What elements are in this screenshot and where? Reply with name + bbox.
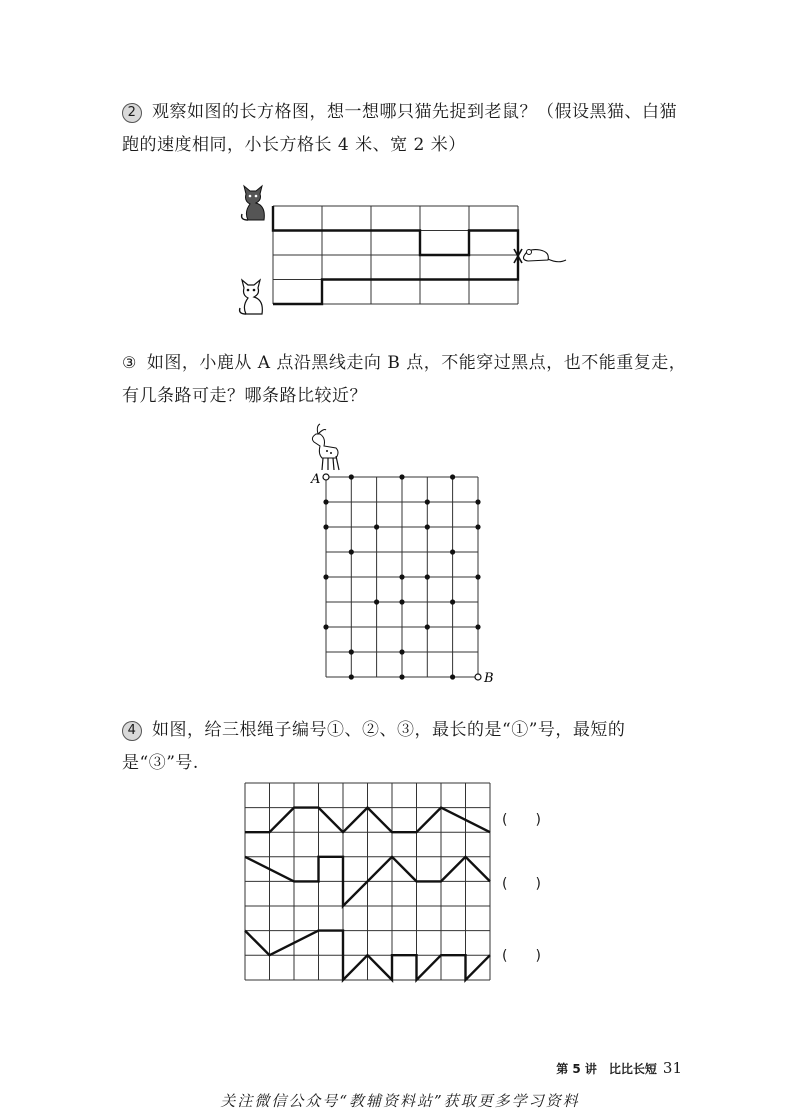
rope-3-lower: [343, 955, 490, 980]
watermark-text: 关注微信公众号“教辅资料站”获取更多学习资料: [220, 1092, 580, 1110]
answer-blank-1[interactable]: ( ): [502, 812, 541, 828]
answer-blank-3[interactable]: ( ): [502, 948, 541, 964]
problem-text: 如图，给三根绳子编号①、②、③，最长的是“①”号，最短的是“③”号.: [122, 720, 626, 773]
lecture-title: 第 5 讲 比比长短: [556, 1062, 657, 1076]
problem-number: ③: [122, 353, 137, 372]
label-a: A: [311, 472, 321, 487]
problem-number: 4: [122, 721, 142, 741]
page-number: 31: [662, 1059, 682, 1077]
problem-number: 2: [122, 103, 142, 123]
problem-text: 观察如图的长方格图，想一想哪只猫先捉到老鼠？（假设黑猫、白猫跑的速度相同，小长方格长 4 米、宽 2 米）: [122, 102, 677, 155]
answer-blank-2[interactable]: ( ): [502, 876, 541, 892]
page-footer: [556, 1059, 682, 1077]
label-b: B: [484, 671, 494, 686]
problem-text: 如图，小鹿从 A 点沿黑线走向 B 点，不能穿过黑点，也不能重复走，有几条路可走？哪条路比较近？: [122, 353, 687, 406]
